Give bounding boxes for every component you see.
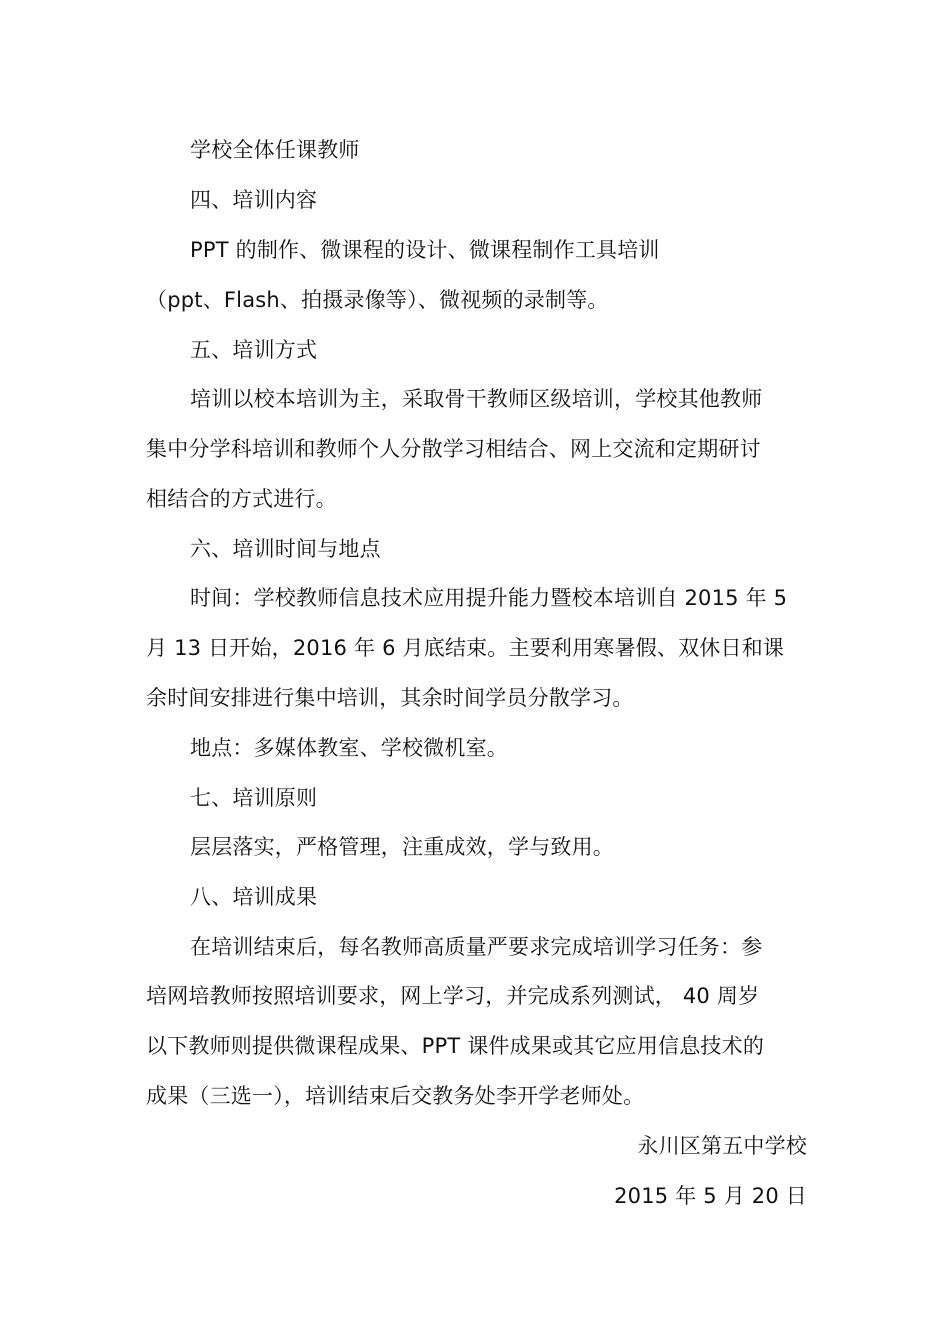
body-text-line: 学校全体任课教师 [190,138,360,162]
body-text-line: 集中分学科培训和教师个人分散学习相结合、网上交流和定期研讨 [146,437,761,461]
body-text-line: 培训以校本培训为主，采取骨干教师区级培训，学校其他教师 [190,387,763,411]
section-heading-results: 八、培训成果 [190,885,318,909]
body-text-line: PPT 的制作、微课程的设计、微课程制作工具培训 [190,238,660,262]
section-heading-method: 五、培训方式 [190,338,318,362]
section-heading-time-place: 六、培训时间与地点 [190,537,381,561]
section-heading-principles: 七、培训原则 [190,786,318,810]
body-text-line: 在培训结束后，每名教师高质量严要求完成培训学习任务：参 [190,935,763,959]
section-heading-content: 四、培训内容 [190,188,318,212]
body-text-line: 培网培教师按照培训要求，网上学习，并完成系列测试， 40 周岁 [146,984,760,1008]
signature-date: 2015 年 5 月 20 日 [614,1184,807,1208]
body-text-line: 余时间安排进行集中培训，其余时间学员分散学习。 [146,686,634,710]
body-text-line: 层层落实，严格管理，注重成效，学与致用。 [190,835,614,859]
body-text-line: 地点：多媒体教室、学校微机室。 [190,736,508,760]
body-text-line: 成果（三选一），培训结束后交教务处李开学老师处。 [146,1084,645,1108]
body-text-line: 时间：学校教师信息技术应用提升能力暨校本培训自 2015 年 5 [190,586,788,610]
signature-organization: 永川区第五中学校 [637,1134,807,1158]
body-text-line: （ppt、Flash、拍摄录像等）、微视频的录制等。 [146,288,609,312]
body-text-line: 月 13 日开始，2016 年 6 月底结束。主要利用寒暑假、双休日和课 [146,636,785,660]
body-text-line: 相结合的方式进行。 [146,487,337,511]
body-text-line: 以下教师则提供微课程成果、PPT 课件成果或其它应用信息技术的 [146,1034,765,1058]
